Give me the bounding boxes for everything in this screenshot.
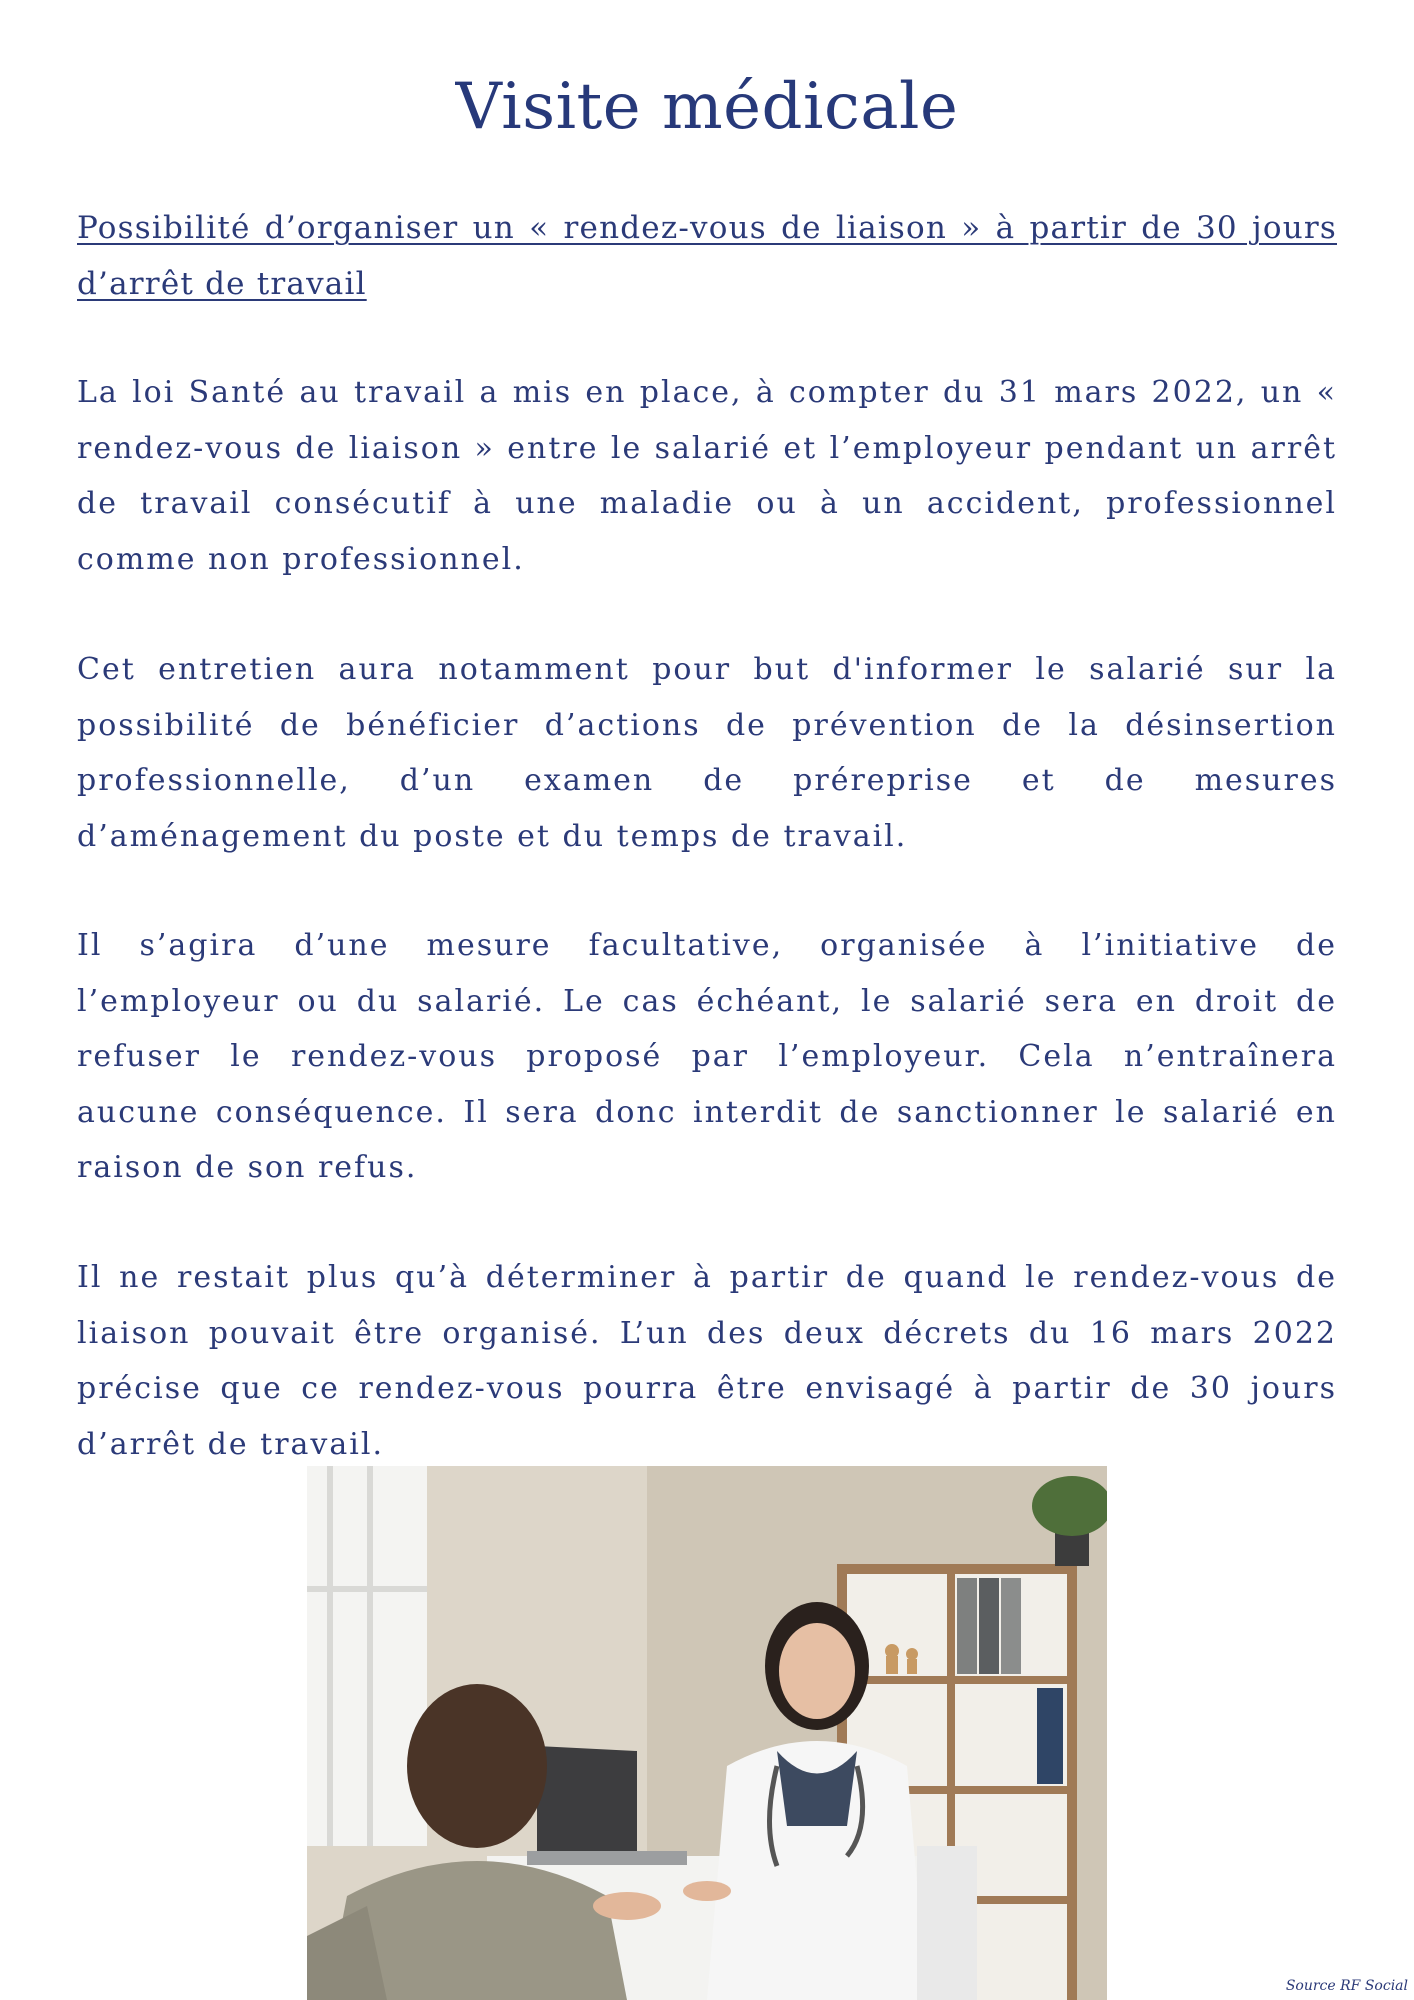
image-source-caption: Source RF Social	[1285, 1978, 1408, 1994]
page-title: Visite médicale	[455, 70, 959, 144]
paragraph-1: La loi Santé au travail a mis en place, à compter du 31 mars 2022, un « rendez-vous de liaison » entre le salarié et l’employeur pendant un arrêt de travail consécutif à une maladie ou à un accident, professionnel comme non professionnel.	[77, 375, 1337, 577]
paragraph-2: Cet entretien aura notamment pour but d'informer le salarié sur la possibilité de bénéficier d’actions de prévention de la désinsertion professionnelle, d’un examen de préreprise et de mesures d’aménagement du poste et du temps de travail.	[77, 652, 1337, 854]
doctor-consultation-photo	[307, 1466, 1107, 2000]
paragraph-3: Il s’agira d’une mesure facultative, organisée à l’initiative de l’employeur ou du salarié. Le cas échéant, le salarié sera en droit de refuser le rendez-vous proposé par l’employeur. Cela n’entraînera aucune conséquence. Il sera donc interdit de sanctionner le salarié en raison de son refus.	[77, 928, 1337, 1185]
article-subtitle: Possibilité d’organiser un « rendez-vous de liaison » à partir de 30 jours d’arrêt de travail	[77, 210, 1337, 302]
paragraph-4: Il ne restait plus qu’à déterminer à partir de quand le rendez-vous de liaison pouvait être organisé. L’un des deux décrets du 16 mars 2022 précise que ce rendez-vous pourra être envisagé à partir de 30 jours d’arrêt de travail.	[77, 1260, 1337, 1462]
